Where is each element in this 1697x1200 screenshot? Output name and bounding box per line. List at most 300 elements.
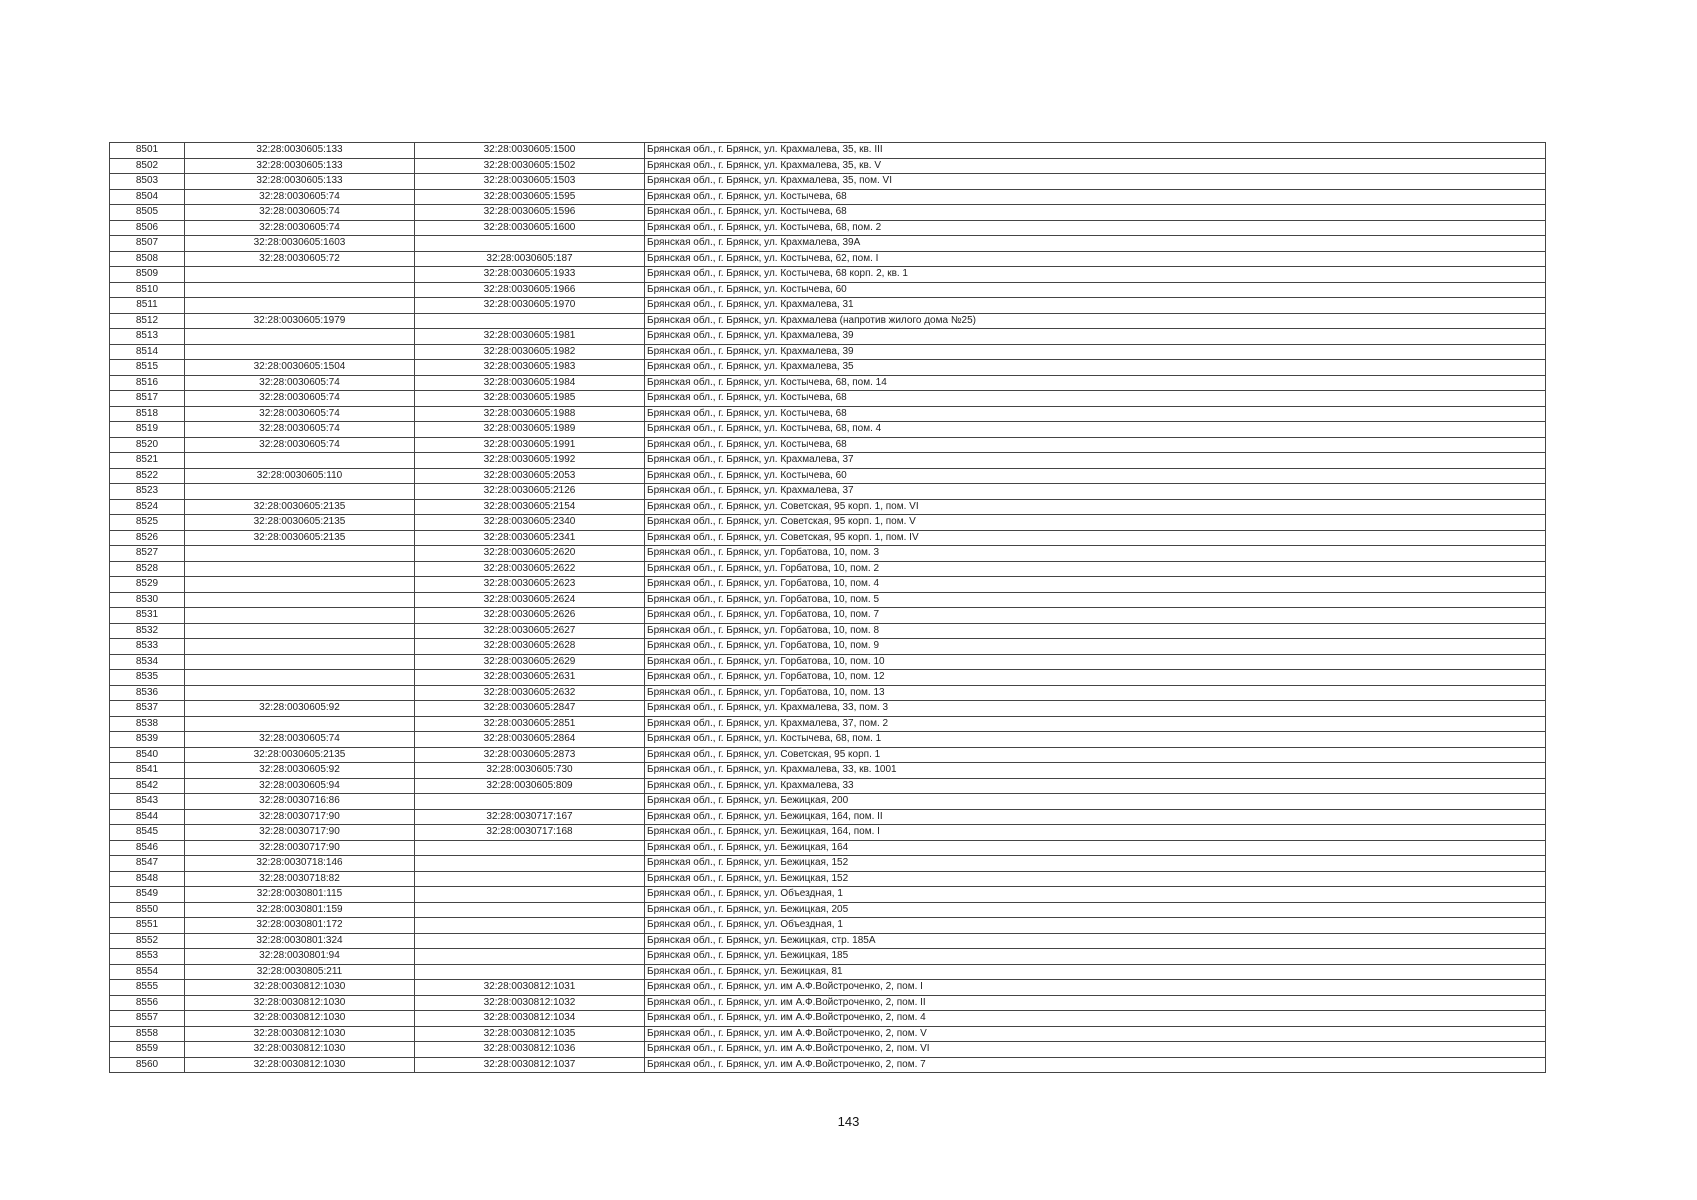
address-cell: Брянская обл., г. Брянск, ул. Костычева, 68 bbox=[645, 189, 1546, 205]
row-number-cell: 8507 bbox=[110, 236, 185, 252]
cadastral-number-cell: 32:28:0030605:2624 bbox=[415, 592, 645, 608]
address-cell: Брянская обл., г. Брянск, ул. им А.Ф.Войстроченко, 2, пом. I bbox=[645, 980, 1546, 996]
row-number-cell: 8519 bbox=[110, 422, 185, 438]
row-number-cell: 8505 bbox=[110, 205, 185, 221]
cadastral-parent-cell: 32:28:0030605:2135 bbox=[185, 515, 415, 531]
cadastral-parent-cell: 32:28:0030812:1030 bbox=[185, 1011, 415, 1027]
table-row bbox=[110, 933, 1546, 949]
cadastral-parent-cell: 32:28:0030812:1030 bbox=[185, 980, 415, 996]
row-number-cell: 8559 bbox=[110, 1042, 185, 1058]
address-cell: Брянская обл., г. Брянск, ул. Бежицкая, 81 bbox=[645, 964, 1546, 980]
row-number-cell: 8540 bbox=[110, 747, 185, 763]
cadastral-number-cell: 32:28:0030605:2864 bbox=[415, 732, 645, 748]
cadastral-number-cell bbox=[415, 840, 645, 856]
cadastral-number-cell: 32:28:0030605:2341 bbox=[415, 530, 645, 546]
address-cell: Брянская обл., г. Брянск, ул. Крахмалева, 35, кв. V bbox=[645, 158, 1546, 174]
table-row bbox=[110, 375, 1546, 391]
cadastral-number-cell: 32:28:0030717:167 bbox=[415, 809, 645, 825]
row-number-cell: 8525 bbox=[110, 515, 185, 531]
row-number-cell: 8557 bbox=[110, 1011, 185, 1027]
cadastral-parent-cell bbox=[185, 298, 415, 314]
address-cell: Брянская обл., г. Брянск, ул. Костычева, 68, пом. 14 bbox=[645, 375, 1546, 391]
cadastral-number-cell: 32:28:0030717:168 bbox=[415, 825, 645, 841]
table-row bbox=[110, 1026, 1546, 1042]
address-cell: Брянская обл., г. Брянск, ул. Горбатова, 10, пом. 10 bbox=[645, 654, 1546, 670]
cadastral-number-cell: 32:28:0030605:730 bbox=[415, 763, 645, 779]
row-number-cell: 8503 bbox=[110, 174, 185, 190]
table-row bbox=[110, 205, 1546, 221]
cadastral-number-cell: 32:28:0030812:1035 bbox=[415, 1026, 645, 1042]
address-cell: Брянская обл., г. Брянск, ул. Костычева, 68 bbox=[645, 437, 1546, 453]
address-cell: Брянская обл., г. Брянск, ул. Крахмалева, 33, пом. 3 bbox=[645, 701, 1546, 717]
row-number-cell: 8543 bbox=[110, 794, 185, 810]
row-number-cell: 8545 bbox=[110, 825, 185, 841]
table-row bbox=[110, 670, 1546, 686]
row-number-cell: 8530 bbox=[110, 592, 185, 608]
cadastral-parent-cell: 32:28:0030605:74 bbox=[185, 375, 415, 391]
cadastral-number-cell: 32:28:0030605:2154 bbox=[415, 499, 645, 515]
address-cell: Брянская обл., г. Брянск, ул. Бежицкая, 185 bbox=[645, 949, 1546, 965]
row-number-cell: 8538 bbox=[110, 716, 185, 732]
address-cell: Брянская обл., г. Брянск, ул. Крахмалева, 33 bbox=[645, 778, 1546, 794]
table-row bbox=[110, 902, 1546, 918]
cadastral-number-cell bbox=[415, 949, 645, 965]
row-number-cell: 8553 bbox=[110, 949, 185, 965]
row-number-cell: 8529 bbox=[110, 577, 185, 593]
cadastral-parent-cell bbox=[185, 329, 415, 345]
row-number-cell: 8524 bbox=[110, 499, 185, 515]
row-number-cell: 8532 bbox=[110, 623, 185, 639]
cadastral-parent-cell: 32:28:0030605:74 bbox=[185, 205, 415, 221]
cadastral-parent-cell: 32:28:0030718:82 bbox=[185, 871, 415, 887]
cadastral-parent-cell: 32:28:0030717:90 bbox=[185, 809, 415, 825]
table-row bbox=[110, 654, 1546, 670]
address-cell: Брянская обл., г. Брянск, ул. Крахмалева, 37 bbox=[645, 484, 1546, 500]
row-number-cell: 8517 bbox=[110, 391, 185, 407]
cadastral-parent-cell: 32:28:0030605:74 bbox=[185, 189, 415, 205]
table-row bbox=[110, 1057, 1546, 1073]
address-cell: Брянская обл., г. Брянск, ул. Бежицкая, 200 bbox=[645, 794, 1546, 810]
cadastral-number-cell: 32:28:0030605:2847 bbox=[415, 701, 645, 717]
address-cell: Брянская обл., г. Брянск, ул. Крахмалева, 39 bbox=[645, 344, 1546, 360]
address-cell: Брянская обл., г. Брянск, ул. Горбатова, 10, пом. 3 bbox=[645, 546, 1546, 562]
address-cell: Брянская обл., г. Брянск, ул. Объездная, 1 bbox=[645, 918, 1546, 934]
address-cell: Брянская обл., г. Брянск, ул. Крахмалева, 35, кв. III bbox=[645, 143, 1546, 159]
table-row bbox=[110, 158, 1546, 174]
cadastral-parent-cell: 32:28:0030812:1030 bbox=[185, 1042, 415, 1058]
cadastral-parent-cell: 32:28:0030605:92 bbox=[185, 763, 415, 779]
table-row bbox=[110, 437, 1546, 453]
cadastral-number-cell: 32:28:0030605:809 bbox=[415, 778, 645, 794]
row-number-cell: 8531 bbox=[110, 608, 185, 624]
cadastral-parent-cell bbox=[185, 453, 415, 469]
cadastral-number-cell: 32:28:0030605:1984 bbox=[415, 375, 645, 391]
cadastral-number-cell bbox=[415, 887, 645, 903]
address-cell: Брянская обл., г. Брянск, ул. Костычева, 60 bbox=[645, 282, 1546, 298]
cadastral-parent-cell: 32:28:0030605:1979 bbox=[185, 313, 415, 329]
table-row bbox=[110, 871, 1546, 887]
table-row bbox=[110, 592, 1546, 608]
table-row bbox=[110, 406, 1546, 422]
row-number-cell: 8544 bbox=[110, 809, 185, 825]
address-cell: Брянская обл., г. Брянск, ул. Крахмалева, 35 bbox=[645, 360, 1546, 376]
table-row bbox=[110, 360, 1546, 376]
cadastral-parent-cell: 32:28:0030716:86 bbox=[185, 794, 415, 810]
cadastral-number-cell: 32:28:0030605:2622 bbox=[415, 561, 645, 577]
row-number-cell: 8521 bbox=[110, 453, 185, 469]
table-row bbox=[110, 391, 1546, 407]
table-row bbox=[110, 313, 1546, 329]
address-cell: Брянская обл., г. Брянск, ул. им А.Ф.Войстроченко, 2, пом. VI bbox=[645, 1042, 1546, 1058]
row-number-cell: 8510 bbox=[110, 282, 185, 298]
table-row bbox=[110, 1042, 1546, 1058]
cadastral-number-cell: 32:28:0030812:1032 bbox=[415, 995, 645, 1011]
cadastral-number-cell: 32:28:0030605:1970 bbox=[415, 298, 645, 314]
table-row bbox=[110, 1011, 1546, 1027]
row-number-cell: 8534 bbox=[110, 654, 185, 670]
table-row bbox=[110, 747, 1546, 763]
row-number-cell: 8523 bbox=[110, 484, 185, 500]
cadastral-parent-cell: 32:28:0030605:133 bbox=[185, 143, 415, 159]
table-row bbox=[110, 639, 1546, 655]
row-number-cell: 8539 bbox=[110, 732, 185, 748]
row-number-cell: 8537 bbox=[110, 701, 185, 717]
address-cell: Брянская обл., г. Брянск, ул. Бежицкая, 152 bbox=[645, 856, 1546, 872]
cadastral-number-cell: 32:28:0030605:2053 bbox=[415, 468, 645, 484]
cadastral-number-cell: 32:28:0030605:1595 bbox=[415, 189, 645, 205]
row-number-cell: 8511 bbox=[110, 298, 185, 314]
row-number-cell: 8513 bbox=[110, 329, 185, 345]
table-row bbox=[110, 840, 1546, 856]
address-cell: Брянская обл., г. Брянск, ул. Советская, 95 корп. 1, пом. IV bbox=[645, 530, 1546, 546]
cadastral-parent-cell: 32:28:0030605:72 bbox=[185, 251, 415, 267]
table-row bbox=[110, 763, 1546, 779]
cadastral-parent-cell bbox=[185, 654, 415, 670]
cadastral-parent-cell: 32:28:0030801:94 bbox=[185, 949, 415, 965]
cadastral-parent-cell: 32:28:0030801:324 bbox=[185, 933, 415, 949]
row-number-cell: 8527 bbox=[110, 546, 185, 562]
table-row bbox=[110, 267, 1546, 283]
cadastral-number-cell: 32:28:0030605:2623 bbox=[415, 577, 645, 593]
address-cell: Брянская обл., г. Брянск, ул. Горбатова, 10, пом. 12 bbox=[645, 670, 1546, 686]
address-cell: Брянская обл., г. Брянск, ул. Горбатова, 10, пом. 7 bbox=[645, 608, 1546, 624]
cadastral-number-cell: 32:28:0030605:2340 bbox=[415, 515, 645, 531]
cadastral-number-cell: 32:28:0030605:2126 bbox=[415, 484, 645, 500]
cadastral-parent-cell: 32:28:0030801:115 bbox=[185, 887, 415, 903]
address-cell: Брянская обл., г. Брянск, ул. Советская, 95 корп. 1, пом. VI bbox=[645, 499, 1546, 515]
table-row bbox=[110, 918, 1546, 934]
cadastral-number-cell: 32:28:0030812:1034 bbox=[415, 1011, 645, 1027]
table-row bbox=[110, 282, 1546, 298]
cadastral-parent-cell: 32:28:0030812:1030 bbox=[185, 1057, 415, 1073]
table-row bbox=[110, 561, 1546, 577]
address-cell: Брянская обл., г. Брянск, ул. Бежицкая, 205 bbox=[645, 902, 1546, 918]
cadastral-parent-cell: 32:28:0030605:133 bbox=[185, 174, 415, 190]
address-cell: Брянская обл., г. Брянск, ул. Бежицкая, 164, пом. II bbox=[645, 809, 1546, 825]
row-number-cell: 8560 bbox=[110, 1057, 185, 1073]
table-row bbox=[110, 716, 1546, 732]
cadastral-number-cell: 32:28:0030605:2628 bbox=[415, 639, 645, 655]
cadastral-number-cell: 32:28:0030605:187 bbox=[415, 251, 645, 267]
table-row bbox=[110, 143, 1546, 159]
cadastral-number-cell: 32:28:0030605:2627 bbox=[415, 623, 645, 639]
table-row bbox=[110, 964, 1546, 980]
address-cell: Брянская обл., г. Брянск, ул. Крахмалева, 37 bbox=[645, 453, 1546, 469]
row-number-cell: 8522 bbox=[110, 468, 185, 484]
cadastral-number-cell: 32:28:0030605:1989 bbox=[415, 422, 645, 438]
table-row bbox=[110, 577, 1546, 593]
cadastral-number-cell: 32:28:0030605:1966 bbox=[415, 282, 645, 298]
address-cell: Брянская обл., г. Брянск, ул. Объездная, 1 bbox=[645, 887, 1546, 903]
table-row bbox=[110, 856, 1546, 872]
row-number-cell: 8542 bbox=[110, 778, 185, 794]
address-cell: Брянская обл., г. Брянск, ул. Костычева, 60 bbox=[645, 468, 1546, 484]
address-cell: Брянская обл., г. Брянск, ул. Крахмалева, 39 bbox=[645, 329, 1546, 345]
row-number-cell: 8512 bbox=[110, 313, 185, 329]
address-cell: Брянская обл., г. Брянск, ул. Костычева, 68 bbox=[645, 391, 1546, 407]
cadastral-parent-cell: 32:28:0030605:2135 bbox=[185, 499, 415, 515]
cadastral-number-cell: 32:28:0030605:1503 bbox=[415, 174, 645, 190]
address-cell: Брянская обл., г. Брянск, ул. Костычева, 68 bbox=[645, 406, 1546, 422]
cadastral-number-cell bbox=[415, 313, 645, 329]
table-row bbox=[110, 701, 1546, 717]
cadastral-parent-cell bbox=[185, 608, 415, 624]
row-number-cell: 8514 bbox=[110, 344, 185, 360]
cadastral-number-cell: 32:28:0030605:1933 bbox=[415, 267, 645, 283]
table-row bbox=[110, 468, 1546, 484]
data-table bbox=[109, 142, 1546, 1073]
cadastral-number-cell bbox=[415, 236, 645, 252]
cadastral-parent-cell bbox=[185, 639, 415, 655]
table-row bbox=[110, 685, 1546, 701]
cadastral-number-cell: 32:28:0030605:2873 bbox=[415, 747, 645, 763]
table-row bbox=[110, 608, 1546, 624]
cadastral-number-cell: 32:28:0030605:1502 bbox=[415, 158, 645, 174]
table-row bbox=[110, 422, 1546, 438]
table-row bbox=[110, 623, 1546, 639]
table-row bbox=[110, 189, 1546, 205]
table-row bbox=[110, 794, 1546, 810]
row-number-cell: 8558 bbox=[110, 1026, 185, 1042]
cadastral-number-cell: 32:28:0030605:1988 bbox=[415, 406, 645, 422]
row-number-cell: 8554 bbox=[110, 964, 185, 980]
cadastral-parent-cell: 32:28:0030812:1030 bbox=[185, 995, 415, 1011]
table-row bbox=[110, 174, 1546, 190]
cadastral-parent-cell bbox=[185, 716, 415, 732]
row-number-cell: 8551 bbox=[110, 918, 185, 934]
cadastral-parent-cell bbox=[185, 592, 415, 608]
cadastral-number-cell bbox=[415, 918, 645, 934]
cadastral-parent-cell bbox=[185, 282, 415, 298]
cadastral-number-cell: 32:28:0030605:1982 bbox=[415, 344, 645, 360]
cadastral-number-cell: 32:28:0030605:1983 bbox=[415, 360, 645, 376]
page-number: 143 bbox=[837, 1114, 860, 1129]
address-cell: Брянская обл., г. Брянск, ул. Костычева, 68 bbox=[645, 205, 1546, 221]
cadastral-parent-cell bbox=[185, 623, 415, 639]
cadastral-number-cell: 32:28:0030605:1596 bbox=[415, 205, 645, 221]
table-row bbox=[110, 236, 1546, 252]
row-number-cell: 8533 bbox=[110, 639, 185, 655]
cadastral-number-cell bbox=[415, 902, 645, 918]
row-number-cell: 8528 bbox=[110, 561, 185, 577]
row-number-cell: 8556 bbox=[110, 995, 185, 1011]
table-row bbox=[110, 251, 1546, 267]
address-cell: Брянская обл., г. Брянск, ул. Костычева, 62, пом. I bbox=[645, 251, 1546, 267]
cadastral-parent-cell bbox=[185, 484, 415, 500]
cadastral-parent-cell bbox=[185, 344, 415, 360]
cadastral-number-cell: 32:28:0030605:2632 bbox=[415, 685, 645, 701]
address-cell: Брянская обл., г. Брянск, ул. им А.Ф.Войстроченко, 2, пом. 7 bbox=[645, 1057, 1546, 1073]
cadastral-parent-cell: 32:28:0030605:74 bbox=[185, 406, 415, 422]
table-row bbox=[110, 530, 1546, 546]
table-row bbox=[110, 949, 1546, 965]
table-row bbox=[110, 220, 1546, 236]
cadastral-parent-cell: 32:28:0030605:133 bbox=[185, 158, 415, 174]
cadastral-parent-cell: 32:28:0030801:159 bbox=[185, 902, 415, 918]
row-number-cell: 8509 bbox=[110, 267, 185, 283]
row-number-cell: 8546 bbox=[110, 840, 185, 856]
table-row bbox=[110, 887, 1546, 903]
cadastral-number-cell: 32:28:0030812:1036 bbox=[415, 1042, 645, 1058]
cadastral-number-cell bbox=[415, 871, 645, 887]
row-number-cell: 8555 bbox=[110, 980, 185, 996]
row-number-cell: 8535 bbox=[110, 670, 185, 686]
address-cell: Брянская обл., г. Брянск, ул. Горбатова, 10, пом. 2 bbox=[645, 561, 1546, 577]
table-row bbox=[110, 453, 1546, 469]
cadastral-number-cell bbox=[415, 933, 645, 949]
table-row bbox=[110, 546, 1546, 562]
address-cell: Брянская обл., г. Брянск, ул. Советская, 95 корп. 1, пом. V bbox=[645, 515, 1546, 531]
cadastral-number-cell: 32:28:0030605:1985 bbox=[415, 391, 645, 407]
cadastral-number-cell: 32:28:0030812:1031 bbox=[415, 980, 645, 996]
table-row bbox=[110, 995, 1546, 1011]
cadastral-parent-cell bbox=[185, 561, 415, 577]
address-cell: Брянская обл., г. Брянск, ул. Крахмалева, 39А bbox=[645, 236, 1546, 252]
address-cell: Брянская обл., г. Брянск, ул. Крахмалева, 35, пом. VI bbox=[645, 174, 1546, 190]
cadastral-number-cell: 32:28:0030605:1992 bbox=[415, 453, 645, 469]
cadastral-parent-cell: 32:28:0030605:74 bbox=[185, 437, 415, 453]
cadastral-parent-cell: 32:28:0030605:94 bbox=[185, 778, 415, 794]
row-number-cell: 8526 bbox=[110, 530, 185, 546]
address-cell: Брянская обл., г. Брянск, ул. Бежицкая, 164, пом. I bbox=[645, 825, 1546, 841]
address-cell: Брянская обл., г. Брянск, ул. Советская, 95 корп. 1 bbox=[645, 747, 1546, 763]
cadastral-number-cell: 32:28:0030605:1981 bbox=[415, 329, 645, 345]
address-cell: Брянская обл., г. Брянск, ул. Крахмалева, 37, пом. 2 bbox=[645, 716, 1546, 732]
cadastral-number-cell: 32:28:0030605:2629 bbox=[415, 654, 645, 670]
address-cell: Брянская обл., г. Брянск, ул. Горбатова, 10, пом. 9 bbox=[645, 639, 1546, 655]
cadastral-parent-cell: 32:28:0030812:1030 bbox=[185, 1026, 415, 1042]
address-cell: Брянская обл., г. Брянск, ул. Горбатова, 10, пом. 4 bbox=[645, 577, 1546, 593]
cadastral-parent-cell bbox=[185, 546, 415, 562]
table-row bbox=[110, 329, 1546, 345]
table-row bbox=[110, 980, 1546, 996]
address-cell: Брянская обл., г. Брянск, ул. Бежицкая, 152 bbox=[645, 871, 1546, 887]
table-body bbox=[110, 143, 1546, 1073]
address-cell: Брянская обл., г. Брянск, ул. Бежицкая, стр. 185А bbox=[645, 933, 1546, 949]
cadastral-parent-cell: 32:28:0030605:74 bbox=[185, 732, 415, 748]
table-row bbox=[110, 809, 1546, 825]
cadastral-number-cell: 32:28:0030605:1600 bbox=[415, 220, 645, 236]
address-cell: Брянская обл., г. Брянск, ул. Крахмалева, 33, кв. 1001 bbox=[645, 763, 1546, 779]
address-cell: Брянская обл., г. Брянск, ул. им А.Ф.Войстроченко, 2, пом. II bbox=[645, 995, 1546, 1011]
cadastral-number-cell: 32:28:0030605:2626 bbox=[415, 608, 645, 624]
address-cell: Брянская обл., г. Брянск, ул. Костычева, 68 корп. 2, кв. 1 bbox=[645, 267, 1546, 283]
row-number-cell: 8502 bbox=[110, 158, 185, 174]
row-number-cell: 8550 bbox=[110, 902, 185, 918]
cadastral-number-cell: 32:28:0030605:1991 bbox=[415, 437, 645, 453]
row-number-cell: 8536 bbox=[110, 685, 185, 701]
address-cell: Брянская обл., г. Брянск, ул. им А.Ф.Войстроченко, 2, пом. V bbox=[645, 1026, 1546, 1042]
row-number-cell: 8518 bbox=[110, 406, 185, 422]
cadastral-parent-cell: 32:28:0030605:1603 bbox=[185, 236, 415, 252]
address-cell: Брянская обл., г. Брянск, ул. Горбатова, 10, пом. 5 bbox=[645, 592, 1546, 608]
cadastral-number-cell: 32:28:0030605:1500 bbox=[415, 143, 645, 159]
cadastral-parent-cell: 32:28:0030605:74 bbox=[185, 391, 415, 407]
cadastral-parent-cell bbox=[185, 577, 415, 593]
row-number-cell: 8508 bbox=[110, 251, 185, 267]
row-number-cell: 8516 bbox=[110, 375, 185, 391]
table-row bbox=[110, 344, 1546, 360]
address-cell: Брянская обл., г. Брянск, ул. им А.Ф.Войстроченко, 2, пом. 4 bbox=[645, 1011, 1546, 1027]
cadastral-number-cell: 32:28:0030605:2620 bbox=[415, 546, 645, 562]
cadastral-parent-cell: 32:28:0030605:74 bbox=[185, 220, 415, 236]
table-row bbox=[110, 298, 1546, 314]
row-number-cell: 8501 bbox=[110, 143, 185, 159]
cadastral-parent-cell: 32:28:0030605:1504 bbox=[185, 360, 415, 376]
cadastral-parent-cell bbox=[185, 267, 415, 283]
row-number-cell: 8548 bbox=[110, 871, 185, 887]
table-row bbox=[110, 499, 1546, 515]
address-cell: Брянская обл., г. Брянск, ул. Костычева, 68, пом. 2 bbox=[645, 220, 1546, 236]
cadastral-number-cell bbox=[415, 856, 645, 872]
address-cell: Брянская обл., г. Брянск, ул. Костычева, 68, пом. 4 bbox=[645, 422, 1546, 438]
address-cell: Брянская обл., г. Брянск, ул. Бежицкая, 164 bbox=[645, 840, 1546, 856]
row-number-cell: 8552 bbox=[110, 933, 185, 949]
cadastral-number-cell: 32:28:0030605:2631 bbox=[415, 670, 645, 686]
cadastral-parent-cell: 32:28:0030717:90 bbox=[185, 840, 415, 856]
table-row bbox=[110, 778, 1546, 794]
cadastral-number-cell bbox=[415, 794, 645, 810]
address-cell: Брянская обл., г. Брянск, ул. Крахмалева, 31 bbox=[645, 298, 1546, 314]
cadastral-parent-cell: 32:28:0030605:92 bbox=[185, 701, 415, 717]
address-cell: Брянская обл., г. Брянск, ул. Горбатова, 10, пом. 8 bbox=[645, 623, 1546, 639]
row-number-cell: 8547 bbox=[110, 856, 185, 872]
table-row bbox=[110, 825, 1546, 841]
cadastral-parent-cell: 32:28:0030718:146 bbox=[185, 856, 415, 872]
row-number-cell: 8504 bbox=[110, 189, 185, 205]
row-number-cell: 8515 bbox=[110, 360, 185, 376]
cadastral-parent-cell: 32:28:0030805:211 bbox=[185, 964, 415, 980]
cadastral-number-cell: 32:28:0030605:2851 bbox=[415, 716, 645, 732]
address-cell: Брянская обл., г. Брянск, ул. Крахмалева (напротив жилого дома №25) bbox=[645, 313, 1546, 329]
address-cell: Брянская обл., г. Брянск, ул. Горбатова, 10, пом. 13 bbox=[645, 685, 1546, 701]
row-number-cell: 8541 bbox=[110, 763, 185, 779]
cadastral-parent-cell: 32:28:0030717:90 bbox=[185, 825, 415, 841]
cadastral-parent-cell: 32:28:0030605:2135 bbox=[185, 747, 415, 763]
row-number-cell: 8520 bbox=[110, 437, 185, 453]
cadastral-parent-cell: 32:28:0030605:110 bbox=[185, 468, 415, 484]
cadastral-number-cell: 32:28:0030812:1037 bbox=[415, 1057, 645, 1073]
cadastral-parent-cell: 32:28:0030605:74 bbox=[185, 422, 415, 438]
cadastral-parent-cell: 32:28:0030801:172 bbox=[185, 918, 415, 934]
row-number-cell: 8506 bbox=[110, 220, 185, 236]
table-row bbox=[110, 484, 1546, 500]
row-number-cell: 8549 bbox=[110, 887, 185, 903]
table-row bbox=[110, 732, 1546, 748]
cadastral-number-cell bbox=[415, 964, 645, 980]
cadastral-parent-cell bbox=[185, 670, 415, 686]
cadastral-parent-cell bbox=[185, 685, 415, 701]
